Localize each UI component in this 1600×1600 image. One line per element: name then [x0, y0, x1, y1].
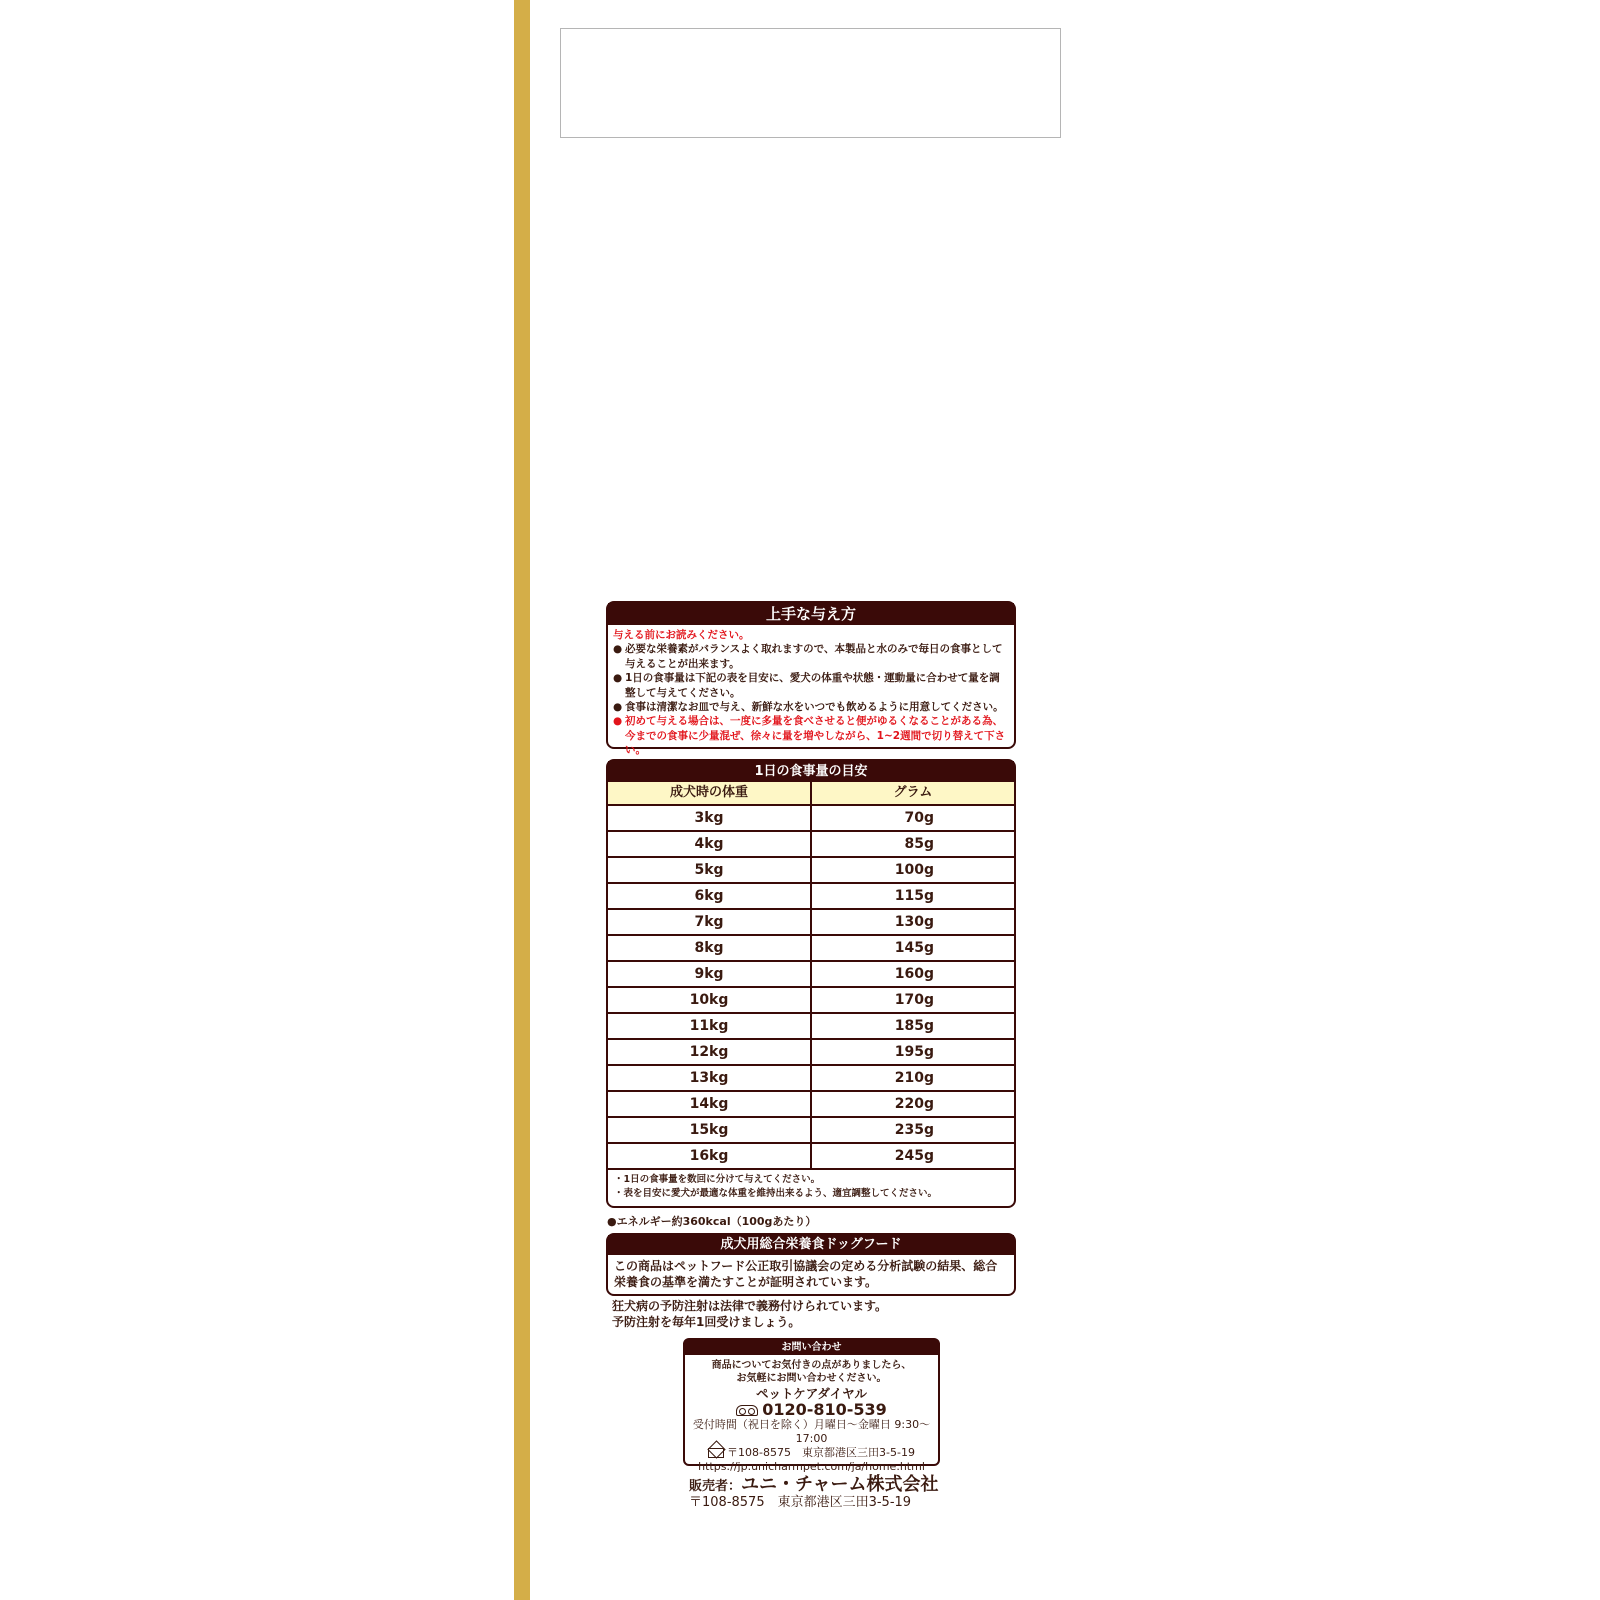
table-row: [608, 909, 1014, 935]
weight-cell: 5kg: [608, 857, 811, 883]
complete-nutrition-text: この商品はペットフード公正取引協議会の定める分析試験の結果、総合栄養食の基準を満たすことが証明されています。: [614, 1259, 998, 1289]
guide-item: ● 必要な栄養素がバランスよく取れますので、本製品と水のみで毎日の食事として与えることが出来ます。: [613, 643, 1003, 670]
energy-info: ●エネルギー約360kcal（100gあたり）: [607, 1215, 817, 1228]
gram-cell: 85g: [811, 831, 1014, 857]
gold-side-stripe: [514, 0, 530, 1600]
table-row: [608, 805, 1014, 831]
weight-cell: 13kg: [608, 1065, 811, 1091]
free-dial-icon: [736, 1405, 758, 1416]
weight-cell: 14kg: [608, 1091, 811, 1117]
seller-label: 販売者：: [689, 1479, 742, 1494]
rabies-line: 狂犬病の予防注射は法律で義務付けられています。: [612, 1299, 888, 1313]
feeding-guide-title: 上手な与え方: [608, 603, 1014, 625]
table-row: [608, 883, 1014, 909]
weight-column-header: 成犬時の体重: [608, 782, 811, 805]
rabies-line: 予防注射を毎年1回受けましょう。: [612, 1315, 801, 1329]
amount-note: ・表を目安に愛犬が最適な体重を維持出来るよう、適宜調整してください。: [614, 1188, 938, 1199]
weight-cell: 16kg: [608, 1143, 811, 1169]
table-row: [608, 935, 1014, 961]
rabies-notice: [612, 1298, 887, 1330]
table-row: [608, 1065, 1014, 1091]
table-row: [608, 1091, 1014, 1117]
daily-amount-rows: [608, 805, 1014, 1169]
weight-cell: 3kg: [608, 805, 811, 831]
weight-cell: 10kg: [608, 987, 811, 1013]
feeding-guide-panel: [606, 601, 1016, 757]
contact-intro: お気軽にお問い合わせください。: [736, 1373, 887, 1384]
weight-cell: 6kg: [608, 883, 811, 909]
weight-cell: 9kg: [608, 961, 811, 987]
weight-cell: 11kg: [608, 1013, 811, 1039]
contact-address: 〒108-8575 東京都港区三田3-5-19: [727, 1446, 915, 1459]
amount-notes: [608, 1170, 1014, 1204]
phone-line: [685, 1401, 938, 1418]
contact-title: お問い合わせ: [685, 1340, 938, 1355]
contact-address-line: [685, 1446, 938, 1460]
mail-icon: [708, 1448, 724, 1458]
gram-cell: 235g: [811, 1117, 1014, 1143]
table-row: [608, 831, 1014, 857]
gram-cell: 160g: [811, 961, 1014, 987]
pet-care-dial-name: ペットケアダイヤル: [755, 1386, 867, 1401]
gram-cell: 245g: [811, 1143, 1014, 1169]
table-row: [608, 961, 1014, 987]
seller-address: 〒108-8575 東京都港区三田3-5-19: [689, 1495, 912, 1510]
gram-cell: 145g: [811, 935, 1014, 961]
seller-line: [689, 1470, 938, 1496]
weight-cell: 15kg: [608, 1117, 811, 1143]
guide-item: ● 食事は清潔なお皿で与え、新鮮な水をいつでも飲めるように用意してください。: [613, 701, 1004, 714]
complete-nutrition-panel: [606, 1233, 1016, 1296]
seller-company: ユニ・チャーム株式会社: [741, 1474, 939, 1495]
complete-nutrition-title: 成犬用総合栄養食ドッグフード: [608, 1235, 1014, 1255]
amount-note: ・1日の食事量を数回に分けて与えてください。: [614, 1174, 821, 1185]
gram-cell: 70g: [811, 805, 1014, 831]
website-url[interactable]: https://jp.unicharmpet.com/ja/home.html: [698, 1460, 925, 1473]
gram-cell: 100g: [811, 857, 1014, 883]
table-row: [608, 1039, 1014, 1065]
phone-number[interactable]: 0120-810-539: [762, 1400, 887, 1419]
gram-cell: 170g: [811, 987, 1014, 1013]
weight-cell: 7kg: [608, 909, 811, 935]
table-row: [608, 987, 1014, 1013]
daily-amount-panel: [606, 759, 1016, 1208]
gram-cell: 130g: [811, 909, 1014, 935]
table-row: [608, 1143, 1014, 1169]
weight-cell: 4kg: [608, 831, 811, 857]
read-before-notice: 与える前にお読みください。: [613, 629, 750, 641]
blank-label-box: [560, 28, 1061, 138]
gram-cell: 210g: [811, 1065, 1014, 1091]
guide-item: ● 1日の食事量は下記の表を目安に、愛犬の体重や状態・運動量に合わせて量を調整して与えてください。: [613, 672, 1000, 699]
table-row: [608, 1117, 1014, 1143]
gram-cell: 195g: [811, 1039, 1014, 1065]
guide-item-warning: ● 初めて与える場合は、一度に多量を食べさせると便がゆるくなることがある為、今までの食事に少量混ぜ、徐々に量を増やしながら、1~2週間で切り替えて下さい。: [613, 715, 1006, 757]
gram-column-header: グラム: [811, 782, 1014, 805]
gram-cell: 185g: [811, 1013, 1014, 1039]
daily-amount-title: 1日の食事量の目安: [608, 761, 1014, 782]
table-row: [608, 1013, 1014, 1039]
table-header-row: [608, 782, 1014, 805]
gram-cell: 220g: [811, 1091, 1014, 1117]
gram-cell: 115g: [811, 883, 1014, 909]
table-row: [608, 857, 1014, 883]
contact-intro: 商品についてお気付きの点がありましたら、: [711, 1360, 912, 1371]
contact-panel: [683, 1338, 940, 1473]
weight-cell: 8kg: [608, 935, 811, 961]
daily-amount-table: [608, 782, 1014, 1170]
weight-cell: 12kg: [608, 1039, 811, 1065]
service-hours: 受付時間（祝日を除く）月曜日～金曜日 9:30～17:00: [692, 1418, 931, 1445]
